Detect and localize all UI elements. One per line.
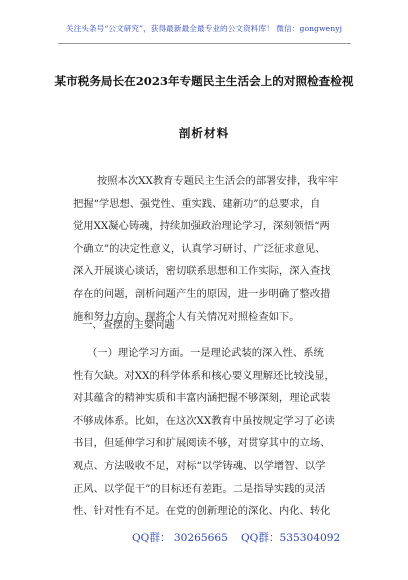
paragraph-line: 书目，但延伸学习和扩展阅读不够，对贯穿其中的立场、 bbox=[73, 437, 331, 450]
intro-paragraph bbox=[73, 170, 353, 328]
theory-study-paragraph bbox=[73, 342, 353, 523]
paragraph-line: 深入开展谈心谈话，密切联系思想和工作实际，深入查找 bbox=[73, 265, 331, 278]
footer-qq-group-1: QQ群： 30265665 bbox=[132, 532, 228, 544]
paragraph-line: 个确立”的决定性意义，认真学习研讨、广泛征求意见、 bbox=[73, 242, 326, 255]
paragraph-line: 观点、方法吸收不足，对标“以学铸魂、以学增智、以学 bbox=[73, 459, 326, 472]
paragraph-line: 按照本次XX教育专题民主生活会的部署安排，我牢牢 bbox=[97, 175, 339, 187]
paragraph-line: 性、针对性有不足。在党的创新理论的深化、内化、转化 bbox=[73, 505, 331, 518]
document-title: 某市税务局长在2023年专题民主生活会上的对照检查检视 bbox=[54, 74, 354, 88]
header-banner: 关注头条号“公文研究”，获得最新最全最专业的公文资料库！ 微信：gongwenyj bbox=[65, 24, 343, 33]
paragraph-line: 把握“学思想、强党性、重实践、建新功”的总要求，自 bbox=[73, 197, 321, 210]
paragraph-line: 对其蕴含的精神实质和丰富内涵把握不够深刻，理论武装 bbox=[73, 392, 331, 405]
document-subtitle: 剖析材料 bbox=[178, 126, 230, 140]
header-divider bbox=[58, 43, 351, 44]
paragraph-line: 觉用XX凝心铸魂，持续加强政治理论学习，深刻领悟“两 bbox=[73, 220, 330, 233]
paragraph-line: （一）理论学习方面。一是理论武装的深入性、系统 bbox=[87, 347, 324, 359]
section-heading: 一、查摆的主要问题 bbox=[82, 319, 175, 331]
footer-qq-group-2: QQ群：535304092 bbox=[241, 532, 341, 544]
paragraph-line: 性有欠缺。对XX的科学体系和核心要义理解还比较浅显， bbox=[73, 369, 335, 382]
paragraph-line: 正风、以学促干”的目标还有差距。二是指导实践的灵活 bbox=[73, 482, 326, 495]
paragraph-line: 施和努力方向。现将个人有关情况对照检查如下。 bbox=[73, 310, 300, 323]
paragraph-line: 不够成体系。比如，在这次XX教育中虽按规定学习了必读 bbox=[73, 414, 335, 427]
paragraph-line: 存在的问题，剖析问题产生的原因，进一步明确了整改措 bbox=[73, 287, 331, 300]
